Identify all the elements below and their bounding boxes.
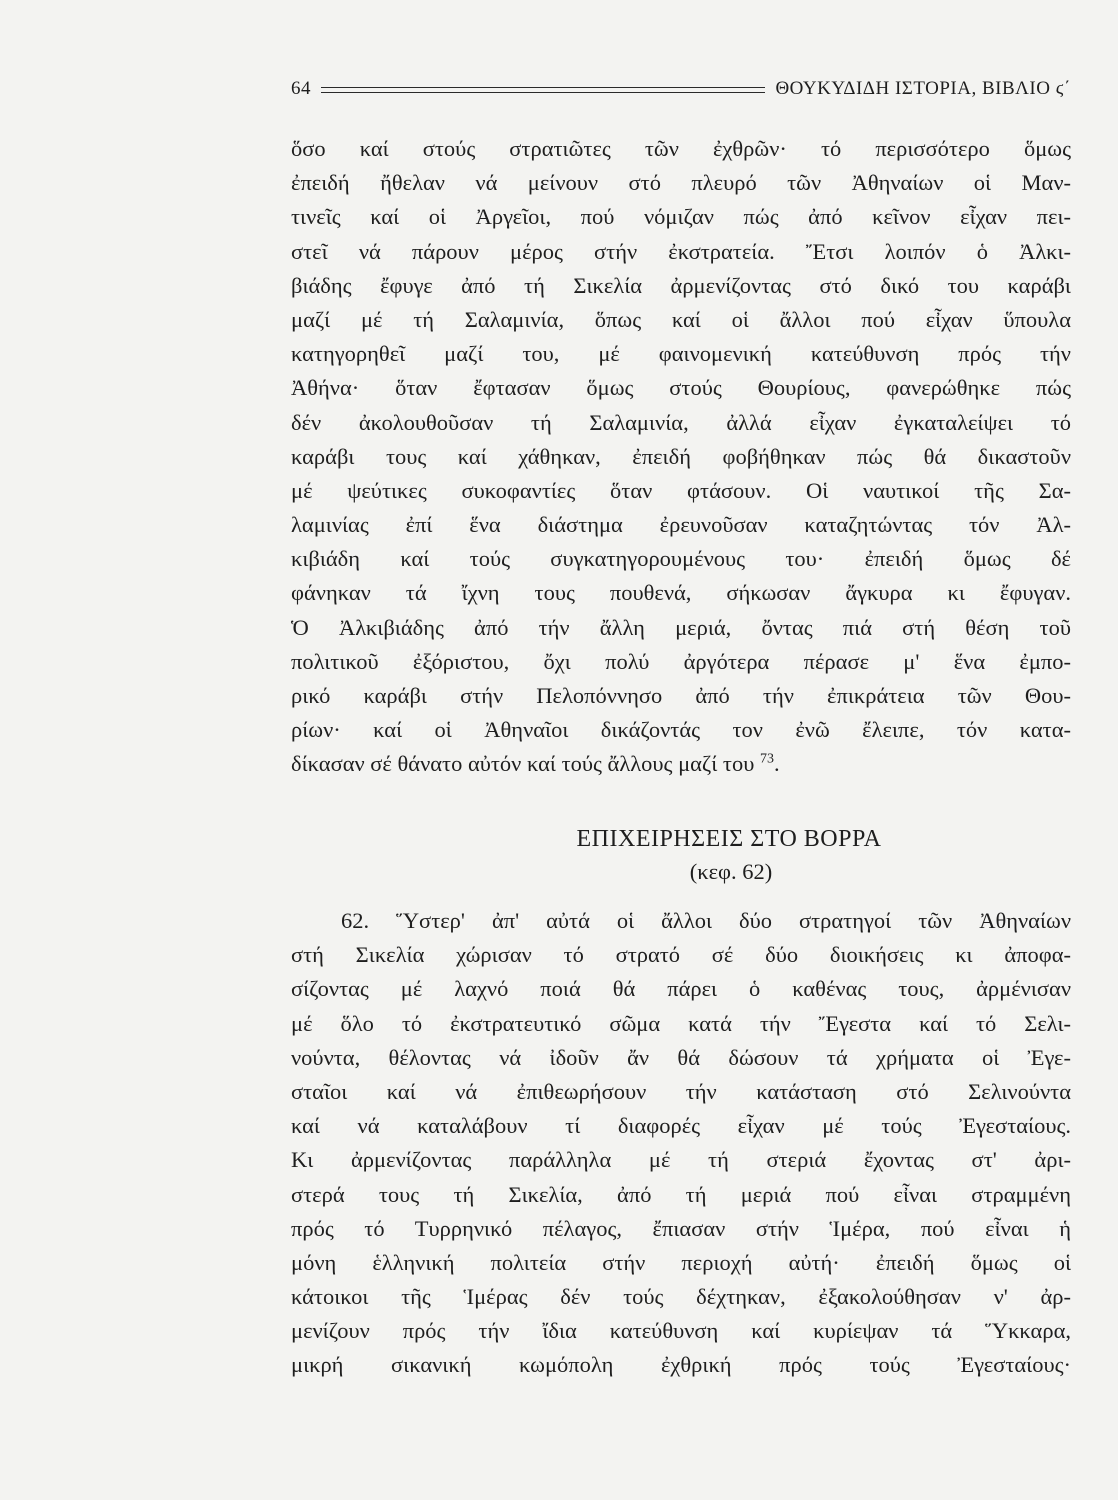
text-line: βιάδης ἔφυγε ἀπό τή Σικελία ἀρμενίζοντας στό δικό του καράβι [291,272,1071,298]
section-heading [291,822,1071,888]
text-line: ἐπειδή ἤθελαν νά μείνουν στό πλευρό τῶν Ἀθηναίων οἱ Μαν- [291,170,1071,196]
text-line: 62. Ὕστερ' ἀπ' αὐτά οἱ ἄλλοι δύο στρατηγοί τῶν Ἀθηναίων [341,908,1071,933]
section-subtitle: (κεφ. 62) [689,859,773,884]
paragraph-1 [291,132,1071,782]
text-line: στεῖ νά πάρουν μέρος στήν ἐκστρατεία. Ἔτσι λοιπόν ὁ Ἀλκι- [291,238,1071,264]
running-title: ΘΟΥΚΥΔΙΔΗ ΙΣΤΟΡΙΑ, ΒΙΒΛΙΟ ϛ΄ [775,78,1071,99]
text-line-last [291,747,1071,781]
text-line: Ἀθήνα· ὅταν ἔφτασαν ὅμως στούς Θουρίους, φανερώθηκε πώς [291,375,1071,401]
text-line: μικρή σικανική κωμόπολη ἐχθρική πρός τούς Ἐγεσταίους· [291,1352,1071,1378]
text-line: φάνηκαν τά ἴχνη τους πουθενά, σήκωσαν ἄγκυρα κι ἔφυγαν. [291,580,1071,606]
section-title: ΕΠΙΧΕΙΡΗΣΕΙΣ ΣΤΟ ΒΟΡΡΑ [576,826,882,852]
footnote-reference: 73 [759,751,774,767]
text-line: τινεῖς καί οἱ Ἀργεῖοι, πού νόμιζαν πώς ἀπό κεῖνον εἶχαν πει- [291,204,1071,230]
text-line: κάτοικοι τῆς Ἱμέρας δέν τούς δέχτηκαν, ἐξακολούθησαν ν' ἀρ- [291,1284,1071,1310]
page-number: 64 [291,78,311,99]
text-line: ρίων· καί οἱ Ἀθηναῖοι δικάζοντάς τον ἐνῶ ἔλειπε, τόν κατα- [291,717,1071,743]
text-line: ρικό καράβι στήν Πελοπόννησο ἀπό τήν ἐπικράτεια τῶν Θου- [291,683,1071,708]
text-line: στερά τους τή Σικελία, ἀπό τή μεριά πού εἶναι στραμμένη [291,1181,1071,1207]
text-line: μόνη ἑλληνική πολιτεία στήν περιοχή αὐτή· ἐπειδή ὅμως οἱ [291,1249,1071,1275]
paragraph-2 [291,904,1071,1383]
text-line: κιβιάδη καί τούς συγκατηγορουμένους του· ἐπειδή ὅμως δέ [291,546,1071,572]
text-line: ὅσο καί στούς στρατιῶτες τῶν ἐχθρῶν· τό περισσότερο ὅμως [291,136,1071,161]
text-line: λαμινίας ἐπί ἕνα διάστημα ἐρευνοῦσαν καταζητώντας τόν Ἀλ- [291,512,1071,538]
text-line: δέν ἀκολουθοῦσαν τή Σαλαμινία, ἀλλά εἶχαν ἐγκαταλείψει τό [291,409,1071,435]
page-header [291,76,1071,102]
text-line: καί νά καταλάβουν τί διαφορές εἶχαν μέ τούς Ἐγεσταίους. [291,1113,1071,1139]
text-line-content: δίκασαν σέ θάνατο αὐτόν καί τούς ἄλλους μαζί του [291,751,755,777]
text-line: νούντα, θέλοντας νά ἰδοῦν ἄν θά δώσουν τά χρήματα οἱ Ἐγε- [291,1044,1071,1070]
text-line: σταῖοι καί νά ἐπιθεωρήσουν τήν κατάσταση στό Σελινούντα [291,1078,1071,1104]
text-line: Κι ἀρμενίζοντας παράλληλα μέ τή στεριά ἔχοντας στ' ἀρι- [291,1147,1071,1173]
text-line: Ὁ Ἀλκιβιάδης ἀπό τήν ἄλλη μεριά, ὄντας πιά στή θέση τοῦ [291,614,1071,640]
end-punctuation: . [773,751,780,777]
text-line: μέ ψεύτικες συκοφαντίες ὅταν φτάσουν. Οἱ ναυτικοί τῆς Σα- [291,477,1071,503]
text-line: κατηγορηθεῖ μαζί του, μέ φαινομενική κατεύθυνση πρός τήν [291,341,1071,367]
text-line: μέ ὅλο τό ἐκστρατευτικό σῶμα κατά τήν Ἔγεστα καί τό Σελι- [291,1010,1071,1036]
text-line: πρός τό Τυρρηνικό πέλαγος, ἔπιασαν στήν Ἱμέρα, πού εἶναι ἡ [291,1215,1071,1241]
text-line: μαζί μέ τή Σαλαμινία, ὅπως καί οἱ ἄλλοι πού εἶχαν ὕπουλα [291,306,1071,332]
text-line: σίζοντας μέ λαχνό ποιά θά πάρει ὁ καθένας τους, ἀρμένισαν [291,976,1071,1002]
text-line: μενίζουν πρός τήν ἴδια κατεύθυνση καί κυρίεψαν τά Ὕκκαρα, [291,1318,1071,1344]
text-line: καράβι τους καί χάθηκαν, ἐπειδή φοβήθηκαν πώς θά δικαστοῦν [291,443,1071,469]
text-line: στή Σικελία χώρισαν τό στρατό σέ δύο διοικήσεις κι ἀποφα- [291,942,1071,968]
header-double-rule [321,87,765,93]
text-line: πολιτικοῦ ἐξόριστου, ὄχι πολύ ἀργότερα πέρασε μ' ἕνα ἐμπο- [291,648,1071,674]
